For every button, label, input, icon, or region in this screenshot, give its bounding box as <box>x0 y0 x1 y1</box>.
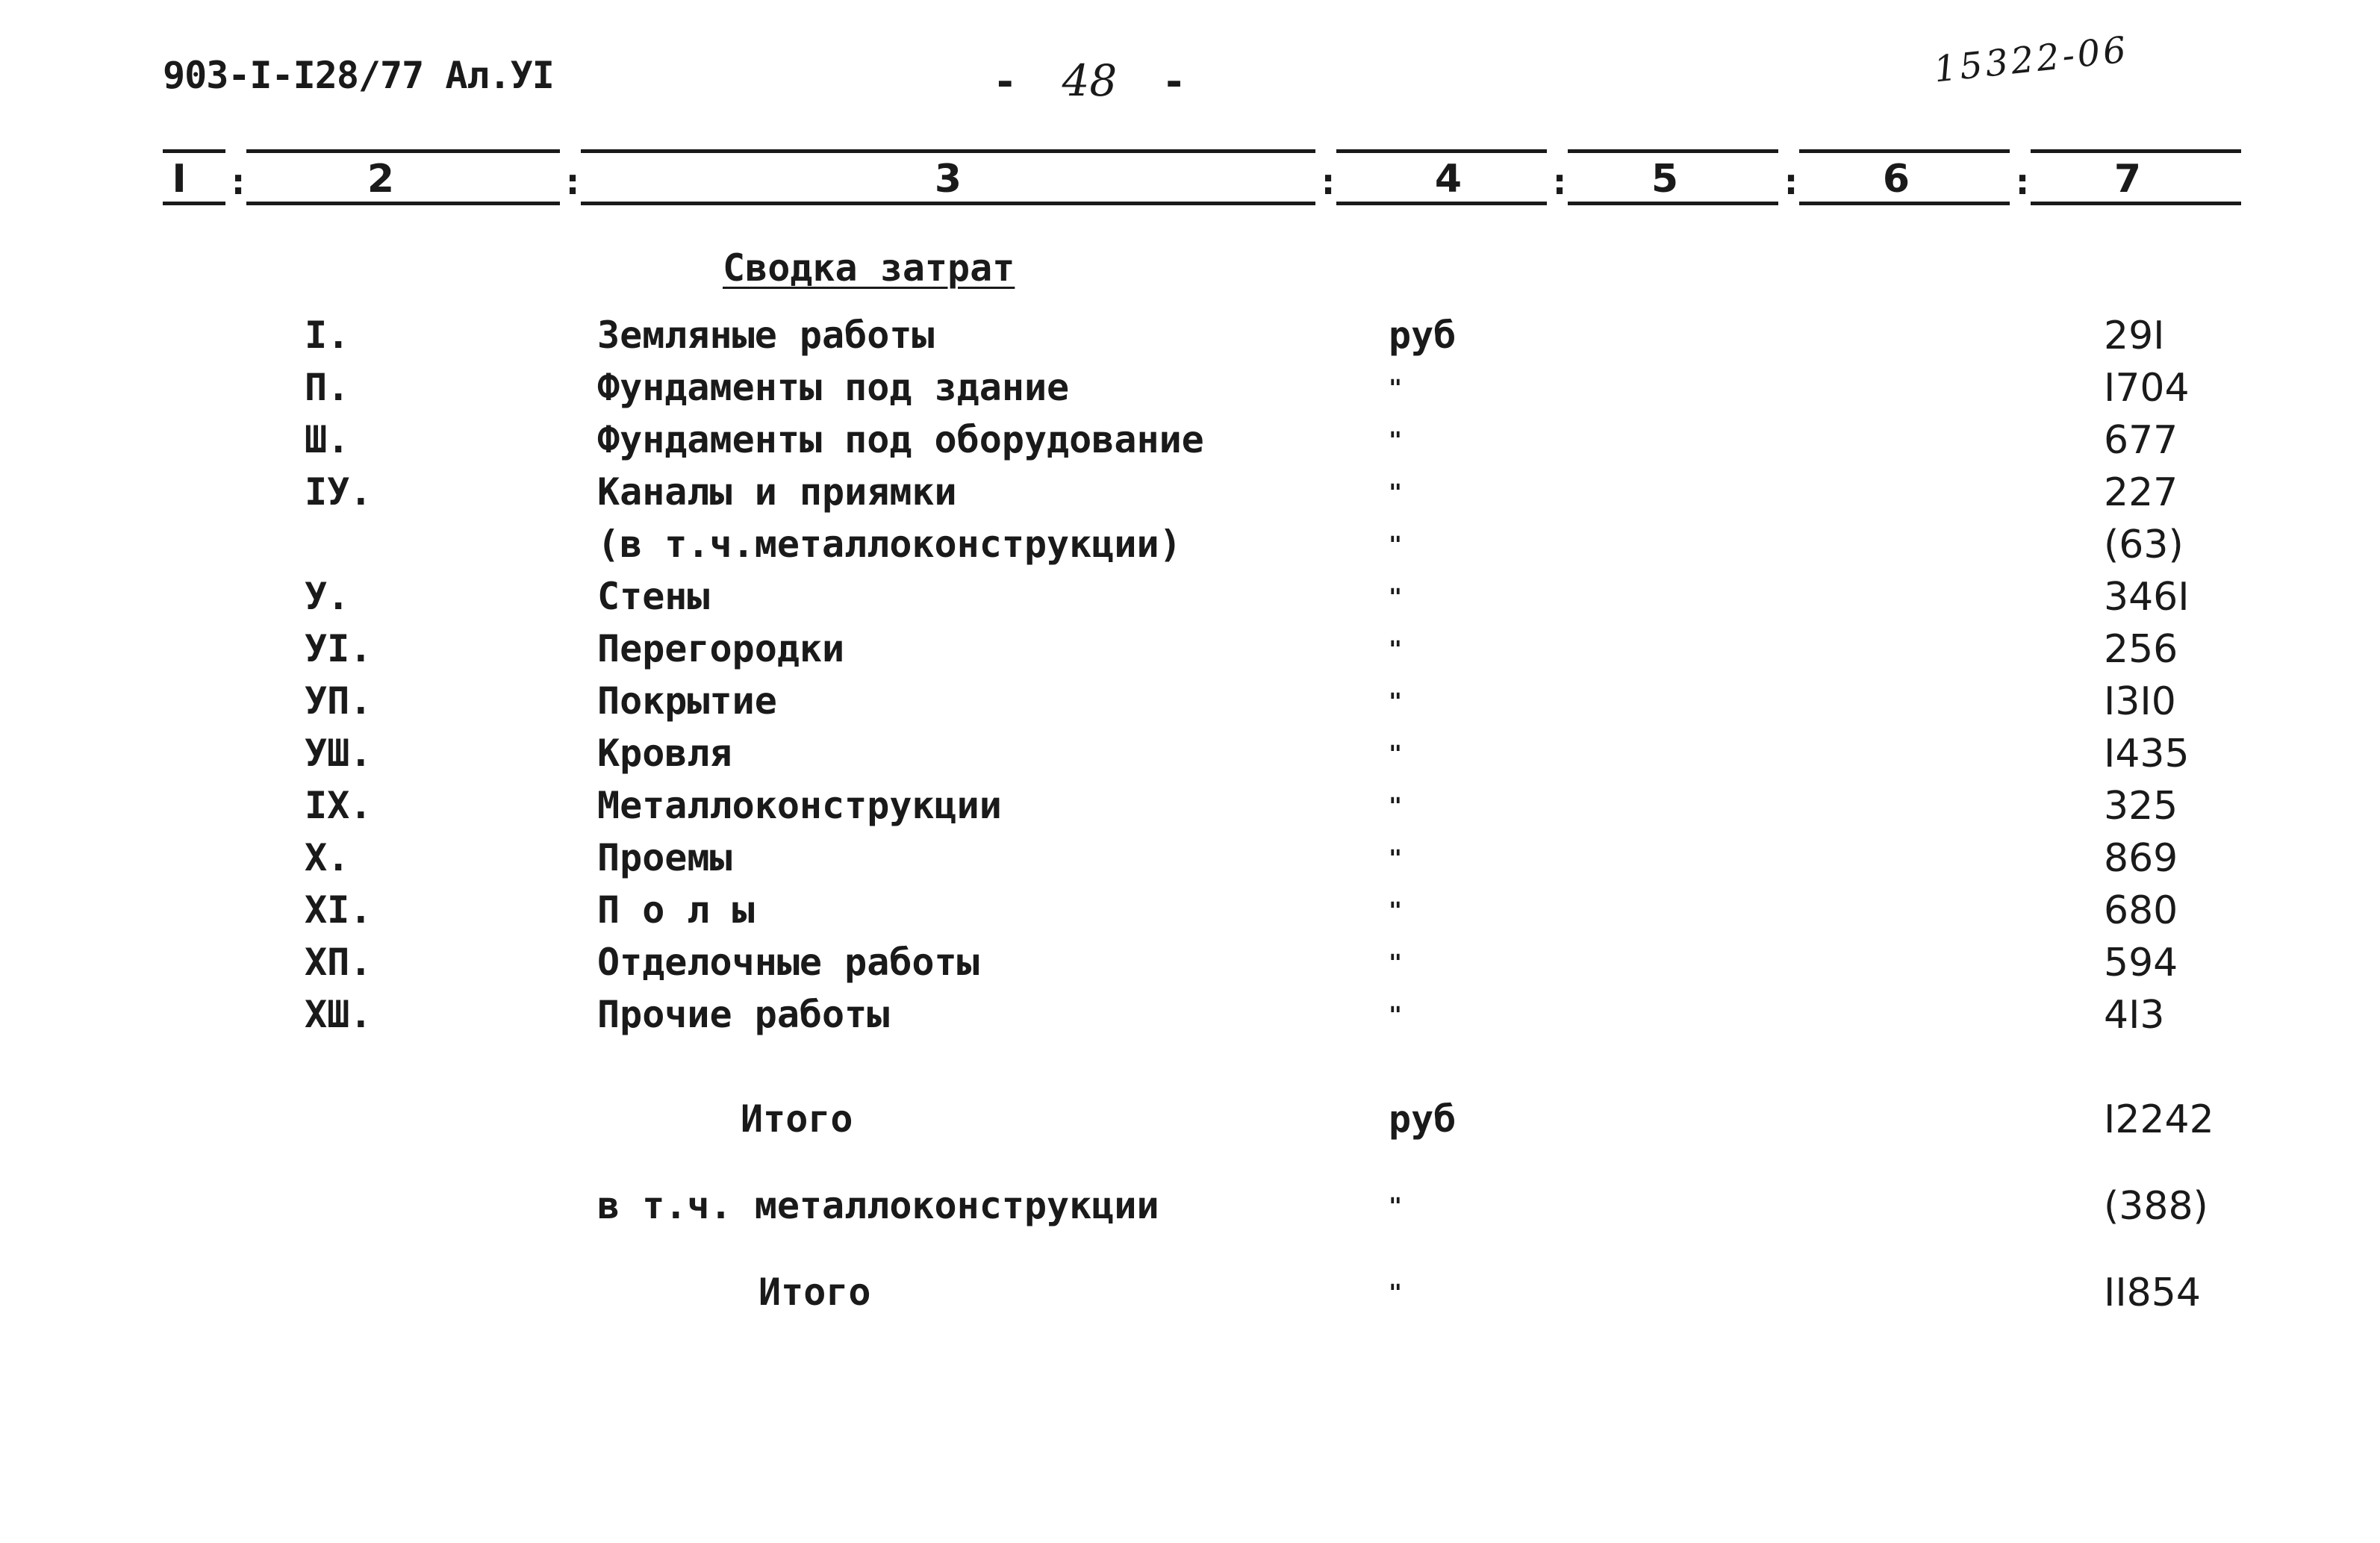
row-unit <box>1389 470 1402 514</box>
row-index: IХ. <box>305 784 373 827</box>
header-rule <box>1799 149 2010 153</box>
column-number: 7 <box>2113 157 2142 202</box>
row-value: 869 <box>2104 836 2178 881</box>
row-name: П о л ы <box>597 888 755 932</box>
ditto-mark: " <box>1389 428 1403 454</box>
header-rule <box>246 149 560 153</box>
header-rule <box>2031 149 2241 153</box>
row-name: Земляные работы <box>597 314 935 357</box>
row-value: (63) <box>2104 523 2184 567</box>
ditto-mark: " <box>1389 794 1403 820</box>
ditto-mark: " <box>1389 585 1403 611</box>
total-value: I2242 <box>2104 1097 2214 1142</box>
ditto-mark: " <box>1389 898 1403 924</box>
table-row <box>0 888 2380 939</box>
column-separator: : <box>2011 160 2034 203</box>
ditto-mark: " <box>1389 637 1403 663</box>
header-rule <box>1568 149 1778 153</box>
header-rule <box>1336 202 1547 205</box>
row-value: 227 <box>2104 470 2178 515</box>
row-name: Фундаменты под здание <box>597 366 1070 409</box>
header-rule <box>2031 202 2241 205</box>
header-rule <box>246 202 560 205</box>
total-label: Итого <box>741 1097 853 1141</box>
row-value: I3I0 <box>2104 679 2176 724</box>
total-unit <box>1389 1271 1402 1314</box>
row-value: 29I <box>2104 314 2165 358</box>
row-value: I704 <box>2104 366 2190 411</box>
total-row <box>0 1271 2380 1321</box>
column-number: 2 <box>367 157 395 202</box>
total-unit: руб <box>1389 1097 1457 1141</box>
table-row <box>0 784 2380 835</box>
header-rule <box>1336 149 1547 153</box>
row-index: Х. <box>305 836 350 879</box>
row-name: Стены <box>597 575 710 618</box>
header-rule <box>581 149 1315 153</box>
row-name: Перегородки <box>597 627 845 670</box>
row-name: Проемы <box>597 836 732 879</box>
header-rule <box>1799 202 2010 205</box>
row-index: П. <box>305 366 350 409</box>
table-row <box>0 314 2380 364</box>
row-unit <box>1389 784 1402 827</box>
ditto-mark: " <box>1389 846 1403 872</box>
row-name: Кровля <box>597 732 732 775</box>
row-unit <box>1389 888 1402 932</box>
column-separator: : <box>1548 160 1571 203</box>
ditto-mark: " <box>1389 950 1403 976</box>
table-row <box>0 470 2380 521</box>
column-separator: : <box>1317 160 1340 203</box>
header-rule <box>163 149 225 153</box>
header-rule <box>1568 202 1778 205</box>
row-name: Металлоконструкции <box>597 784 1002 827</box>
total-row <box>0 1184 2380 1235</box>
total-value: (388) <box>2104 1184 2208 1229</box>
row-index: Ш. <box>305 418 350 461</box>
table-row <box>0 993 2380 1044</box>
row-value: 325 <box>2104 784 2178 829</box>
row-unit <box>1389 366 1402 409</box>
row-index: IУ. <box>305 470 373 514</box>
ditto-mark: " <box>1389 689 1403 715</box>
page-dash-right: - <box>1162 58 1186 105</box>
archive-number: 15322-06 <box>1931 28 2131 91</box>
column-separator: : <box>561 160 585 203</box>
row-index: ХШ. <box>305 993 373 1036</box>
row-value: 680 <box>2104 888 2178 933</box>
header-rule <box>163 202 225 205</box>
row-unit <box>1389 941 1402 984</box>
table-row <box>0 575 2380 626</box>
ditto-mark: " <box>1389 1003 1403 1029</box>
ditto-mark: " <box>1389 532 1403 558</box>
row-index: УI. <box>305 627 373 670</box>
page-number: 48 <box>1062 55 1118 106</box>
page-dash-left: - <box>993 58 1018 105</box>
row-unit <box>1389 418 1402 461</box>
row-index: УШ. <box>305 732 373 775</box>
row-name: Покрытие <box>597 679 777 723</box>
column-separator: : <box>227 160 250 203</box>
row-name: Отделочные работы <box>597 941 979 984</box>
row-unit <box>1389 993 1402 1036</box>
row-value: 346I <box>2104 575 2190 620</box>
column-separator: : <box>1780 160 1803 203</box>
document-code: 903-I-I28/77 Ал.УI <box>163 54 554 97</box>
row-unit <box>1389 575 1402 618</box>
row-value: 4I3 <box>2104 993 2165 1038</box>
row-value: I435 <box>2104 732 2190 776</box>
page-number-block <box>993 55 1186 106</box>
row-unit <box>1389 836 1402 879</box>
column-number: I <box>172 157 187 202</box>
row-unit <box>1389 627 1402 670</box>
header-rule <box>581 202 1315 205</box>
row-unit <box>1389 732 1402 775</box>
row-index: ХП. <box>305 941 373 984</box>
table-row <box>0 679 2380 730</box>
ditto-mark: " <box>1389 1280 1403 1306</box>
total-label: Итого <box>758 1271 871 1314</box>
ditto-mark: " <box>1389 480 1403 506</box>
row-index: ХI. <box>305 888 373 932</box>
total-label: в т.ч. металлоконструкции <box>597 1184 1159 1227</box>
ditto-mark: " <box>1389 375 1403 402</box>
row-index: I. <box>305 314 350 357</box>
table-row <box>0 523 2380 573</box>
table-row <box>0 732 2380 782</box>
row-value: 594 <box>2104 941 2178 985</box>
row-name: Фундаменты под оборудование <box>597 418 1204 461</box>
table-row <box>0 418 2380 469</box>
total-unit <box>1389 1184 1402 1227</box>
ditto-mark: " <box>1389 1194 1403 1220</box>
total-row <box>0 1097 2380 1148</box>
column-number: 6 <box>1882 157 1910 202</box>
row-unit <box>1389 679 1402 723</box>
ditto-mark: " <box>1389 741 1403 767</box>
row-unit <box>1389 523 1402 566</box>
row-value: 677 <box>2104 418 2178 463</box>
row-name: Каналы и приямки <box>597 470 957 514</box>
column-number: 4 <box>1434 157 1462 202</box>
total-value: II854 <box>2104 1271 2201 1315</box>
row-value: 256 <box>2104 627 2178 672</box>
row-index: У. <box>305 575 350 618</box>
table-row <box>0 836 2380 887</box>
row-name: Прочие работы <box>597 993 890 1036</box>
table-row <box>0 941 2380 991</box>
column-number: 3 <box>934 157 962 202</box>
table-row <box>0 366 2380 417</box>
column-number: 5 <box>1651 157 1679 202</box>
table-row <box>0 627 2380 678</box>
row-name: (в т.ч.металлоконструкции) <box>597 523 1182 566</box>
row-unit: руб <box>1389 314 1457 357</box>
row-index: УП. <box>305 679 373 723</box>
section-title: Сводка затрат <box>723 246 1015 290</box>
